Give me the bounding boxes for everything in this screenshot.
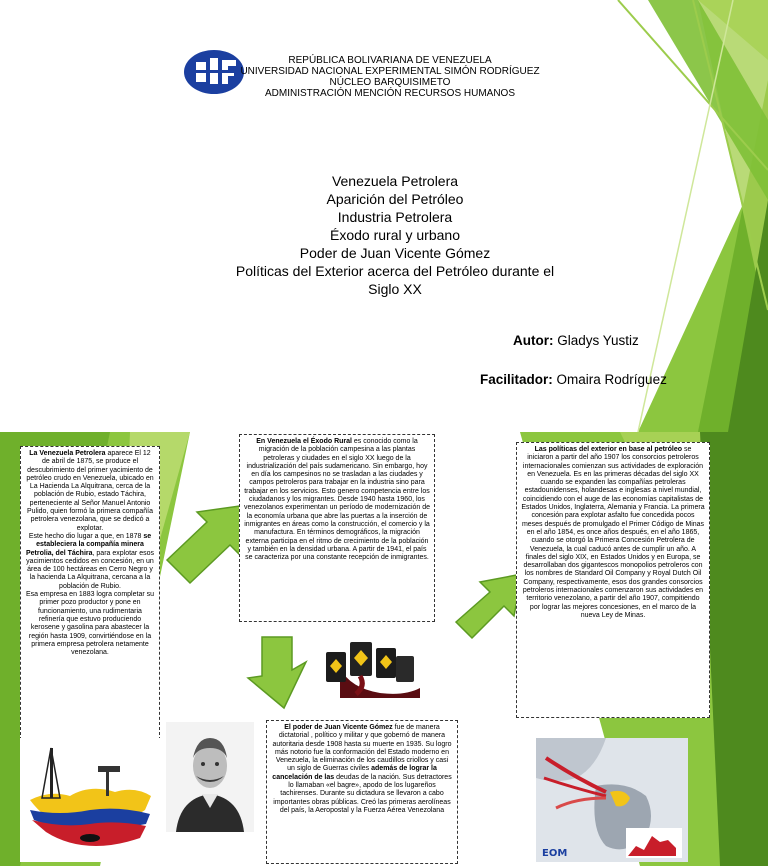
arrow-icon [452, 566, 526, 646]
box-text: fue de manera dictatorial , político y militar y que gobernó de manera autoritaria desde 1908 hasta su muerte en 1935. Su logro más notorio fue la conformación del Estado moderno en Venezuela, la eliminación de los caudillos criollos y casi un siglo de Guerras civiles [272, 724, 452, 773]
facilitator-label: Facilitador: [480, 372, 553, 387]
gomez-portrait-image [166, 722, 254, 832]
topic-line: Aparición del Petróleo [326, 191, 464, 207]
exodo-rural-box [239, 434, 435, 622]
title-slide [0, 0, 768, 432]
box-bold: La Venezuela Petrolera [29, 450, 106, 457]
box-bold: El poder de Juan Vicente Gómez [284, 724, 393, 731]
topic-line: Siglo XX [368, 281, 422, 297]
content-slide [0, 432, 768, 866]
header-line: REPÚBLICA BOLIVARIANA DE VENEZUELA [288, 55, 492, 66]
header-line: UNIVERSIDAD NACIONAL EXPERIMENTAL SIMÓN RODRÍGUEZ [240, 66, 540, 77]
author-label: Autor: [513, 333, 554, 348]
juan-vicente-gomez-box [266, 720, 458, 864]
arrow-icon [244, 632, 326, 712]
box-text: deudas de la nación. Sus detractores lo llamaban «el bagre», apodo de los lugareños tachirenses. Durante su dictadura se llevaron a cabo importantes obras públicas. Creó las primeras aerolíneas del país, la Aeropostal y la Fuerza Aérea Venezolana [273, 773, 452, 814]
topics-list [205, 172, 585, 298]
box-text: Este hecho dio lugar a que, en 1878 [28, 532, 144, 540]
topic-line: Industria Petrolera [337, 209, 453, 225]
header-line: NÚCLEO BARQUISIMETO [329, 77, 451, 88]
box-text: se iniciaron a partir del año 1907 los consorcios petroleros internacionales comienzan sus actividades de exploración en Venezuela. Es en las primeras décadas del siglo XX cuando se expanden las compañías petroleras estadounidenses, holandesas e inglesas a nivel mundial, coincidiendo con el auge de las economías capitalistas de Estados Unidos, Inglaterra, Alemania y Francia. La primera concesión para explotar asfalto fue concedida pocos meses después de promulgado el Primer Código de Minas en el año 1854, es once años después, en el año 1865, cuando se otorgó la Primera Concesión Petrolera de Venezuela, la cual caducó antes de cumplir un año. A finales del siglo XIX, en Estados Unidos y en Europa, se desarrollaban dos gigantescos monopolios petroleros con los nombres de Standard Oil Company y Royal Dutch Oil Company, respectivamente, esos dos grandes consorcios petroleros internacionales comenzaron sus actividades en territorio venezolano, a partir del año 1907, compitiendo por lograr las mejores concesiones, en el marco de la nueva Ley de Minas. [521, 446, 705, 619]
box-bold: se estableciera la compañía minera Petrolia, del Táchira [25, 532, 152, 557]
facilitator-line [480, 372, 667, 387]
oil-barrels-image [320, 628, 420, 698]
box-text: es conocido como la migración de la población campesina a las plantas petroleras y ciudades en el siglo XX luego de la industrialización del país sudamericano. Sin embargo, hoy en día los campesinos no se trasladan a las ciudades y campos petroleros para trabajar en la industria sino para trabajar en los servicios. Esto genero competencia entre los ciudadanos y los migrantes. Desde 1940 hasta 1960, los venezolanos experimentan un período de modernización de la economía urbana que abre las puertas a la inserción de inmigrantes en áreas como la construcción, el comercio y la manufactura. En términos demográficos, la migración externa participa en el ritmo de crecimiento de la población y también en la densidad urbana. A partir de 1941, el país se caracteriza por una constante recepción de inmigrantes. [244, 438, 431, 562]
author-name: Gladys Yustiz [557, 333, 639, 348]
institution-header [230, 55, 550, 99]
box-text: , para explotar esos yacimientos cedidos en concesión, en un área de 100 hectáreas en Cerro Negro y la hacienda La Alquitrana, cercana a la población de Rubio. [26, 549, 154, 590]
author-line [513, 333, 639, 348]
box-text: aparece El 12 de abril de 1875, se produce el descubrimiento del primer yacimiento de petróleo crudo en Venezuela, ubicado en La Hacienda La Alquitrana, cerca de la población de Rubio, estado Táchira, perteneciente al Señor Manuel Antonio Pulido, quien formó la primera compañía petrolera venezolana, que se dedicó a explotar. [26, 450, 154, 532]
header-line: ADMINISTRACIÓN MENCIÓN RECURSOS HUMANOS [264, 88, 515, 99]
politicas-exterior-box [516, 442, 710, 718]
topic-line: Éxodo rural y urbano [330, 227, 460, 243]
map-caption: EOM [542, 848, 568, 859]
venezuela-oil-map-image [20, 738, 160, 862]
box-bold: En Venezuela el Éxodo Rural [256, 438, 352, 445]
world-oil-map-image [536, 738, 688, 862]
topic-line: Políticas del Exterior acerca del Petróleo durante el [235, 263, 555, 279]
venezuela-petrolera-box [20, 446, 160, 740]
box-bold: Las políticas del exterior en base al petróleo [534, 446, 683, 453]
topic-line: Venezuela Petrolera [331, 173, 459, 189]
topic-line: Poder de Juan Vicente Gómez [299, 245, 491, 261]
box-bold: además de lograr la cancelación de las [272, 765, 437, 781]
box-text: Esa empresa en 1883 logra completar su primer pozo productor y pone en funcionamiento, una rudimentaria refinería que estuvo produciendo kerosene y gasolina para abastecer la región hasta 1909, convirtiéndose en la primera empresa petrolera netamente venezolana. [25, 591, 155, 657]
facilitator-name: Omaira Rodríguez [556, 372, 667, 387]
